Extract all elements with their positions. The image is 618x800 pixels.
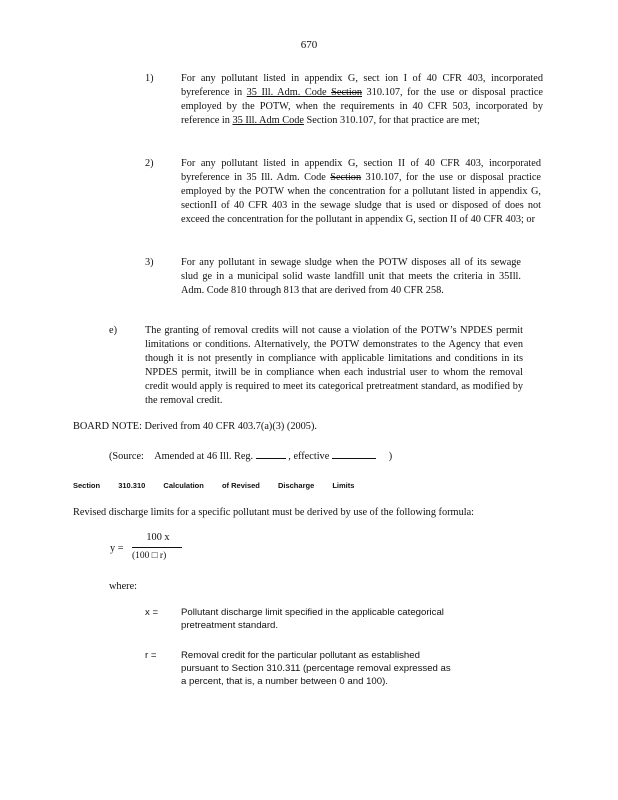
item-e-text: The granting of removal credits will not cause a violation of the POTW’s NPDES permit limitations or conditions. Alternatively, the POTW demonstrates to the Agency that even though it is not presently in compliance with applicable limitations and conditions in its NPDES permit, itwill be in compliance when each industrial user to whom the removal credit would apply is required to meet its categorical pretreatment standard, as modified by the removal credit. [145, 325, 523, 406]
item-1-label: 1) [145, 73, 154, 84]
source-amended: Amended at 46 Ill. Reg. [154, 451, 254, 462]
fraction-bar [132, 547, 182, 548]
item-1-segment: For any pollutant listed in appendix G, sect ion I of 40 CFR 403, incorporated byreference in [181, 73, 543, 98]
section-word: Section [73, 481, 101, 490]
definition-x-text: Pollutant discharge limit specified in the applicable categorical pretreatment standard. [181, 607, 444, 631]
item-2-segment: 310.107, for the use or disposal practice employed by the POTW when the concentration for a pollutant listed in appendix G, sectionII of 40 CFR 403 in the sewage sludge that is used or disposed of does not exceed the concentration for the pollutant in appendix G, section II of 40 CFR 403; or [181, 172, 542, 225]
item-1-segment: Section [331, 87, 363, 98]
definition-r-text: Removal credit for the particular pollutant as established pursuant to Section 310.311 (percentage removal expressed as a percent, that is, a number between 0 and 100). [181, 650, 451, 687]
item-3-text [181, 256, 521, 298]
section-title-1: Calculation [163, 481, 204, 490]
section-title-3: Discharge [277, 481, 315, 490]
item-2-segment: Section [330, 172, 362, 183]
intro-paragraph: Revised discharge limits for a specific pollutant must be derived by use of the following formula: [73, 507, 475, 518]
where-label: where: [109, 581, 138, 592]
definition-r-symbol: r = [145, 650, 157, 661]
item-1-segment: 310.107, for the use or disposal practice employed by the POTW, when the requirements in 40 CFR 503, incorporated by reference in [181, 87, 543, 126]
item-1-segment: 35 Ill. Adm Code [232, 115, 304, 126]
formula-denominator: (100 □ r) [132, 551, 167, 561]
item-1-segment: 35 Ill. Adm. Code [246, 87, 332, 98]
section-number: 310.310 [118, 481, 146, 490]
source-note [109, 448, 392, 464]
section-title-4: Limits [332, 481, 355, 490]
page-number: 670 [300, 39, 318, 51]
item-2-label: 2) [145, 158, 154, 169]
section-title-2: of Revised [221, 481, 260, 490]
formula-numerator: 100 x [146, 532, 170, 543]
section-heading [73, 479, 370, 493]
register-blank [256, 448, 286, 459]
item-3-label: 3) [145, 257, 154, 268]
item-2-segment: For any pollutant listed in appendix G, section II of 40 CFR 403, incorporated byreference in 35 Ill. Adm. Code [181, 158, 541, 183]
formula [110, 531, 200, 565]
formula-lhs: y = [110, 543, 124, 554]
source-prefix: (Source: [109, 451, 144, 462]
source-effective: , effective [288, 451, 330, 462]
effective-date-blank [332, 448, 376, 459]
item-3-segment: For any pollutant in sewage sludge when the POTW disposes all of its sewage slud ge in a municipal solid waste landfill unit that meets the criteria in 35Ill. Adm. Code 810 through 813 that are derived from 40 CFR 258. [181, 257, 521, 296]
board-note: BOARD NOTE: Derived from 40 CFR 403.7(a)(3) (2005). [73, 421, 317, 432]
item-e-label: e) [109, 325, 117, 336]
item-1-text [181, 72, 543, 128]
source-close: ) [388, 451, 393, 462]
item-1-segment: Section 310.107, for that practice are met; [303, 115, 480, 126]
definition-x-symbol: x = [145, 607, 159, 618]
item-2-text [181, 157, 541, 227]
